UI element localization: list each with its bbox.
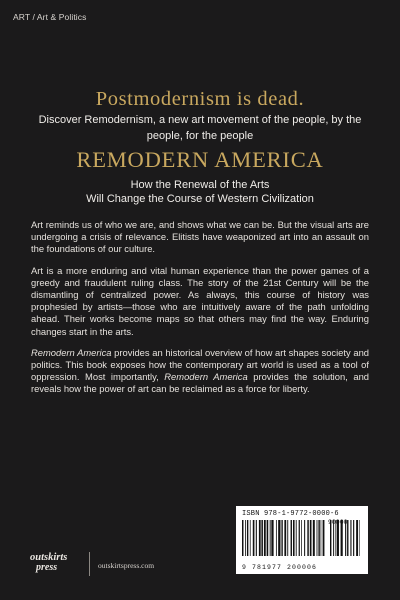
barcode-bar bbox=[278, 520, 280, 556]
barcode-bar bbox=[293, 520, 295, 556]
barcode-bar bbox=[256, 520, 257, 556]
subtitle-line-1: How the Renewal of the Arts bbox=[130, 179, 270, 191]
barcode-bar bbox=[323, 520, 325, 556]
book-category: ART / Art & Politics bbox=[13, 12, 87, 22]
barcode-addon-bars bbox=[330, 520, 360, 564]
barcode-bar bbox=[310, 520, 312, 556]
description-paragraph-1: Art reminds us of who we are, and shows what we can be. But the visual arts are undergoing a crisis of relevance. Elitists have weaponized art into an assault on the foundations of our culture. bbox=[31, 219, 369, 255]
barcode-bar bbox=[318, 520, 319, 556]
barcode-bar bbox=[299, 520, 300, 556]
publisher-logo-line-2: press bbox=[36, 562, 58, 573]
barcode-bar bbox=[307, 520, 308, 556]
barcode-bar bbox=[250, 520, 251, 556]
publisher-logo bbox=[30, 553, 82, 577]
book-subtitle bbox=[24, 178, 376, 206]
barcode-bar bbox=[267, 520, 269, 556]
isbn-label: ISBN 978-1-9772-0000-6 bbox=[242, 510, 339, 518]
headline: Postmodernism is dead. bbox=[95, 88, 305, 110]
barcode-bar bbox=[270, 520, 271, 556]
paragraph-3-text-1: provides an historical overview of how art shapes society and politics. This book exposes how the contemporary art world is used as a tool of oppression. Most importantly, bbox=[31, 346, 369, 383]
book-title: REMODERN AMERICA bbox=[76, 147, 324, 172]
barcode-bar bbox=[287, 520, 288, 556]
barcode-bar bbox=[321, 520, 322, 556]
barcode-bar bbox=[253, 520, 255, 556]
barcode-bar bbox=[356, 520, 358, 556]
description-paragraph-3 bbox=[31, 347, 369, 396]
barcode-bars bbox=[242, 520, 326, 564]
barcode-bar bbox=[242, 520, 243, 556]
subtitle-line-2: Will Change the Course of Western Civilization bbox=[86, 193, 314, 205]
barcode-bar bbox=[301, 520, 302, 556]
book-title-inline: Remodern America bbox=[164, 371, 248, 383]
intro-text: Discover Remodernism, a new art movement of the people, by the people, for the people bbox=[38, 114, 362, 142]
barcode-bar bbox=[284, 520, 286, 556]
publisher-logo-line-1: outskirts bbox=[30, 552, 68, 563]
barcode-bar bbox=[276, 520, 277, 556]
barcode-bar bbox=[245, 520, 246, 556]
publisher-url: outskirtspress.com bbox=[98, 561, 155, 570]
description-body bbox=[31, 219, 369, 405]
book-title-inline: Remodern America bbox=[31, 346, 112, 358]
isbn-barcode bbox=[236, 506, 368, 574]
barcode-bar bbox=[291, 520, 292, 556]
barcode-bar bbox=[247, 520, 248, 556]
barcode-bar bbox=[350, 520, 351, 556]
barcode-digits: 9 781977 200006 bbox=[242, 564, 318, 571]
barcode-bar bbox=[317, 520, 318, 556]
barcode-bar bbox=[281, 520, 282, 556]
barcode-bar bbox=[304, 520, 305, 556]
barcode-addon-number: 90000 bbox=[328, 519, 348, 526]
publisher-divider bbox=[89, 552, 90, 576]
barcode-bar bbox=[296, 520, 297, 556]
paragraph-3-text-2: provides the solution, and reveals how the power of art can be reclaimed as a force for liberty. bbox=[31, 371, 370, 395]
barcode-bar bbox=[359, 520, 360, 556]
barcode-bar bbox=[353, 520, 354, 556]
barcode-bar bbox=[313, 520, 315, 556]
barcode-bar bbox=[259, 520, 261, 556]
barcode-bar bbox=[264, 520, 266, 556]
description-paragraph-2: Art is a more enduring and vital human experience than the power games of a greedy and fraudulent ruling class. The story of the 21st Century will be the dismantling of centralized power. As always, this course of history was prophesied by artists—those who are intuitively aware of the path unfolding ahead. Their works become maps so that others may find the way. Enduring changes start in the arts. bbox=[31, 264, 369, 337]
barcode-bar bbox=[271, 520, 273, 556]
barcode-bar bbox=[261, 520, 263, 556]
